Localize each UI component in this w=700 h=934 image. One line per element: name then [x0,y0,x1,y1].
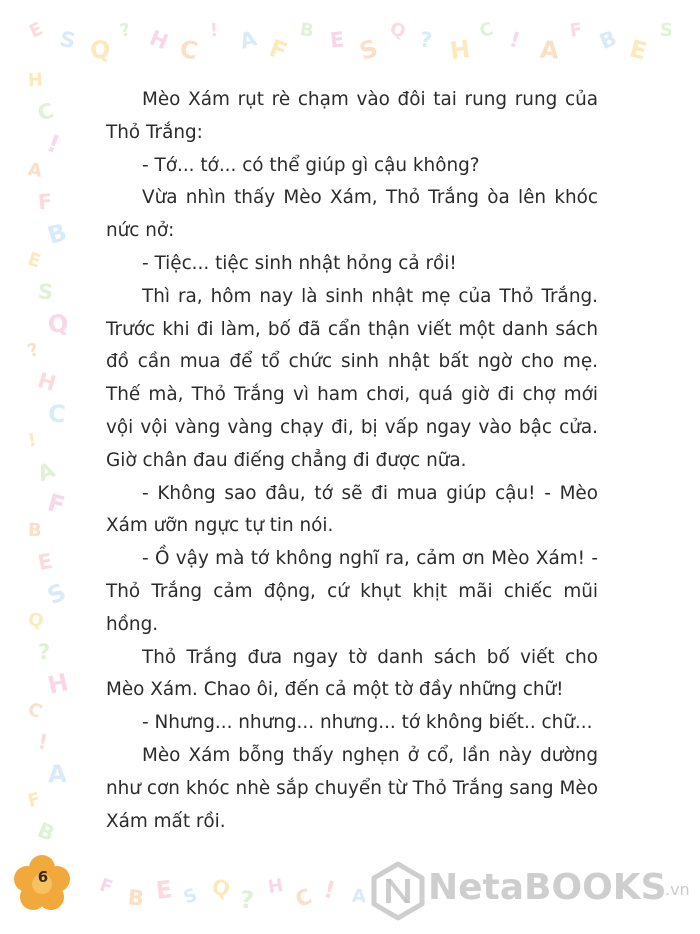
story-paragraph: - Nhưng... nhưng... nhưng... tớ không biết.. chữ... [142,712,593,734]
border-letter-decoration: C [34,98,57,126]
border-letter-decoration: H [266,874,285,899]
border-letter-decoration: E [626,34,650,66]
border-letter-decoration: B [44,217,71,251]
border-letter-decoration: S [36,279,55,305]
border-letter-decoration: A [351,885,367,908]
border-letter-decoration: H [448,34,472,66]
border-letter-decoration: C [292,883,316,913]
border-letter-decoration: E [328,27,346,53]
border-letter-decoration: S [57,26,78,54]
border-letter-decoration: S [659,19,674,42]
border-letter-decoration: H [146,25,172,55]
border-letter-decoration: ? [38,640,51,664]
page-number: 6 [37,868,49,886]
border-letter-decoration: C [177,34,200,66]
border-letter-decoration: C [476,18,497,43]
border-letter-decoration: ! [506,27,523,53]
border-letter-decoration: A [34,457,59,487]
story-paragraph: Vừa nhìn thấy Mèo Xám, Thỏ Trắng òa lên khóc nức nở: [106,187,598,242]
border-letter-decoration: ! [320,875,339,905]
border-letter-decoration: Q [208,873,233,903]
border-letter-decoration: S [43,577,71,611]
border-letter-decoration: F [36,189,54,215]
border-letter-decoration: E [26,18,47,43]
border-letter-decoration: F [265,33,291,67]
border-letter-decoration: F [96,874,116,899]
border-letter-decoration: A [539,35,560,65]
border-letter-decoration: ! [26,429,38,452]
story-text [106,84,598,838]
border-letter-decoration: B [34,817,58,847]
decorative-border-top [0,0,700,70]
border-letter-decoration: Q [25,608,46,633]
border-letter-decoration: F [44,488,68,520]
border-letter-decoration: A [47,759,68,789]
border-letter-decoration: F [25,788,43,813]
border-letter-decoration: B [27,519,43,542]
border-letter-decoration: E [35,548,55,576]
border-letter-decoration: Q [89,35,111,65]
border-letter-decoration: ? [418,27,434,53]
border-letter-decoration: C [47,399,67,429]
watermark-brand: NetaBOOKS [428,867,667,908]
border-letter-decoration: ! [43,128,64,160]
border-letter-decoration: A [26,159,44,182]
border-letter-decoration: A [237,26,260,54]
story-paragraph: - Tiệc... tiệc sinh nhật hỏng cả rồi! [142,252,457,274]
border-letter-decoration: ? [239,885,255,915]
border-letter-decoration: Q [46,308,71,340]
story-paragraph: Thỏ Trắng đưa ngay tờ danh sách bố viết cho Mèo Xám. Chao ôi, đến cả một tờ đầy những chữ! [106,646,598,701]
border-letter-decoration: E [154,875,175,905]
story-paragraph: Thì ra, hôm nay là sinh nhật mẹ của Thỏ Trắng. Trước khi đi làm, bố đã cẩn thận viết một danh sách đồ cần mua để tổ chức sinh nhật bất ngờ cho mẹ. Thế mà, Thỏ Trắng vì ham chơi, quá giờ đi chợ mới vội vội vàng vàng chạy đi, bị vấp ngay vào bậc cửa. Giờ chân đau điếng chẳng đi được nữa. [106,285,598,471]
story-paragraph: Mèo Xám bỗng thấy nghẹn ở cổ, lần này dường như cơn khóc nhè sắp chuyển từ Thỏ Trắng sang Mèo Xám mất rồi. [106,744,598,832]
border-letter-decoration: E [24,248,44,273]
border-letter-decoration: H [45,668,71,700]
border-letter-decoration: S [180,884,201,909]
border-letter-decoration: Q [386,18,409,43]
border-letter-decoration: B [596,25,620,55]
border-letter-decoration: ? [24,338,42,363]
border-letter-decoration: B [126,885,146,911]
border-letter-decoration: B [298,19,316,42]
border-letter-decoration: H [27,69,44,92]
border-letter-decoration: ? [117,19,133,42]
story-paragraph: - Ồ vậy mà tớ không nghĩ ra, cảm ơn Mèo Xám! - Thỏ Trắng cảm động, cứ khụt khịt mãi chiếc mũi hồng. [106,548,598,635]
border-letter-decoration: C [24,698,45,723]
story-paragraph: Mèo Xám rụt rè chạm vào đôi tai rung rung của Thỏ Trắng: [106,89,598,143]
story-paragraph: - Tớ... tớ... có thể giúp gì cậu không? [142,154,480,176]
border-letter-decoration: S [356,34,382,66]
decorative-border-left [0,60,80,860]
story-paragraph: - Không sao đâu, tớ sẽ đi mua giúp cậu! - Mèo Xám ưỡn ngực tự tin nói. [106,482,598,537]
border-letter-decoration: H [34,367,59,397]
border-letter-decoration: ! [209,19,219,42]
watermark-suffix: .vn [665,880,690,899]
border-letter-decoration: ! [35,729,50,755]
border-letter-decoration: F [568,19,584,42]
